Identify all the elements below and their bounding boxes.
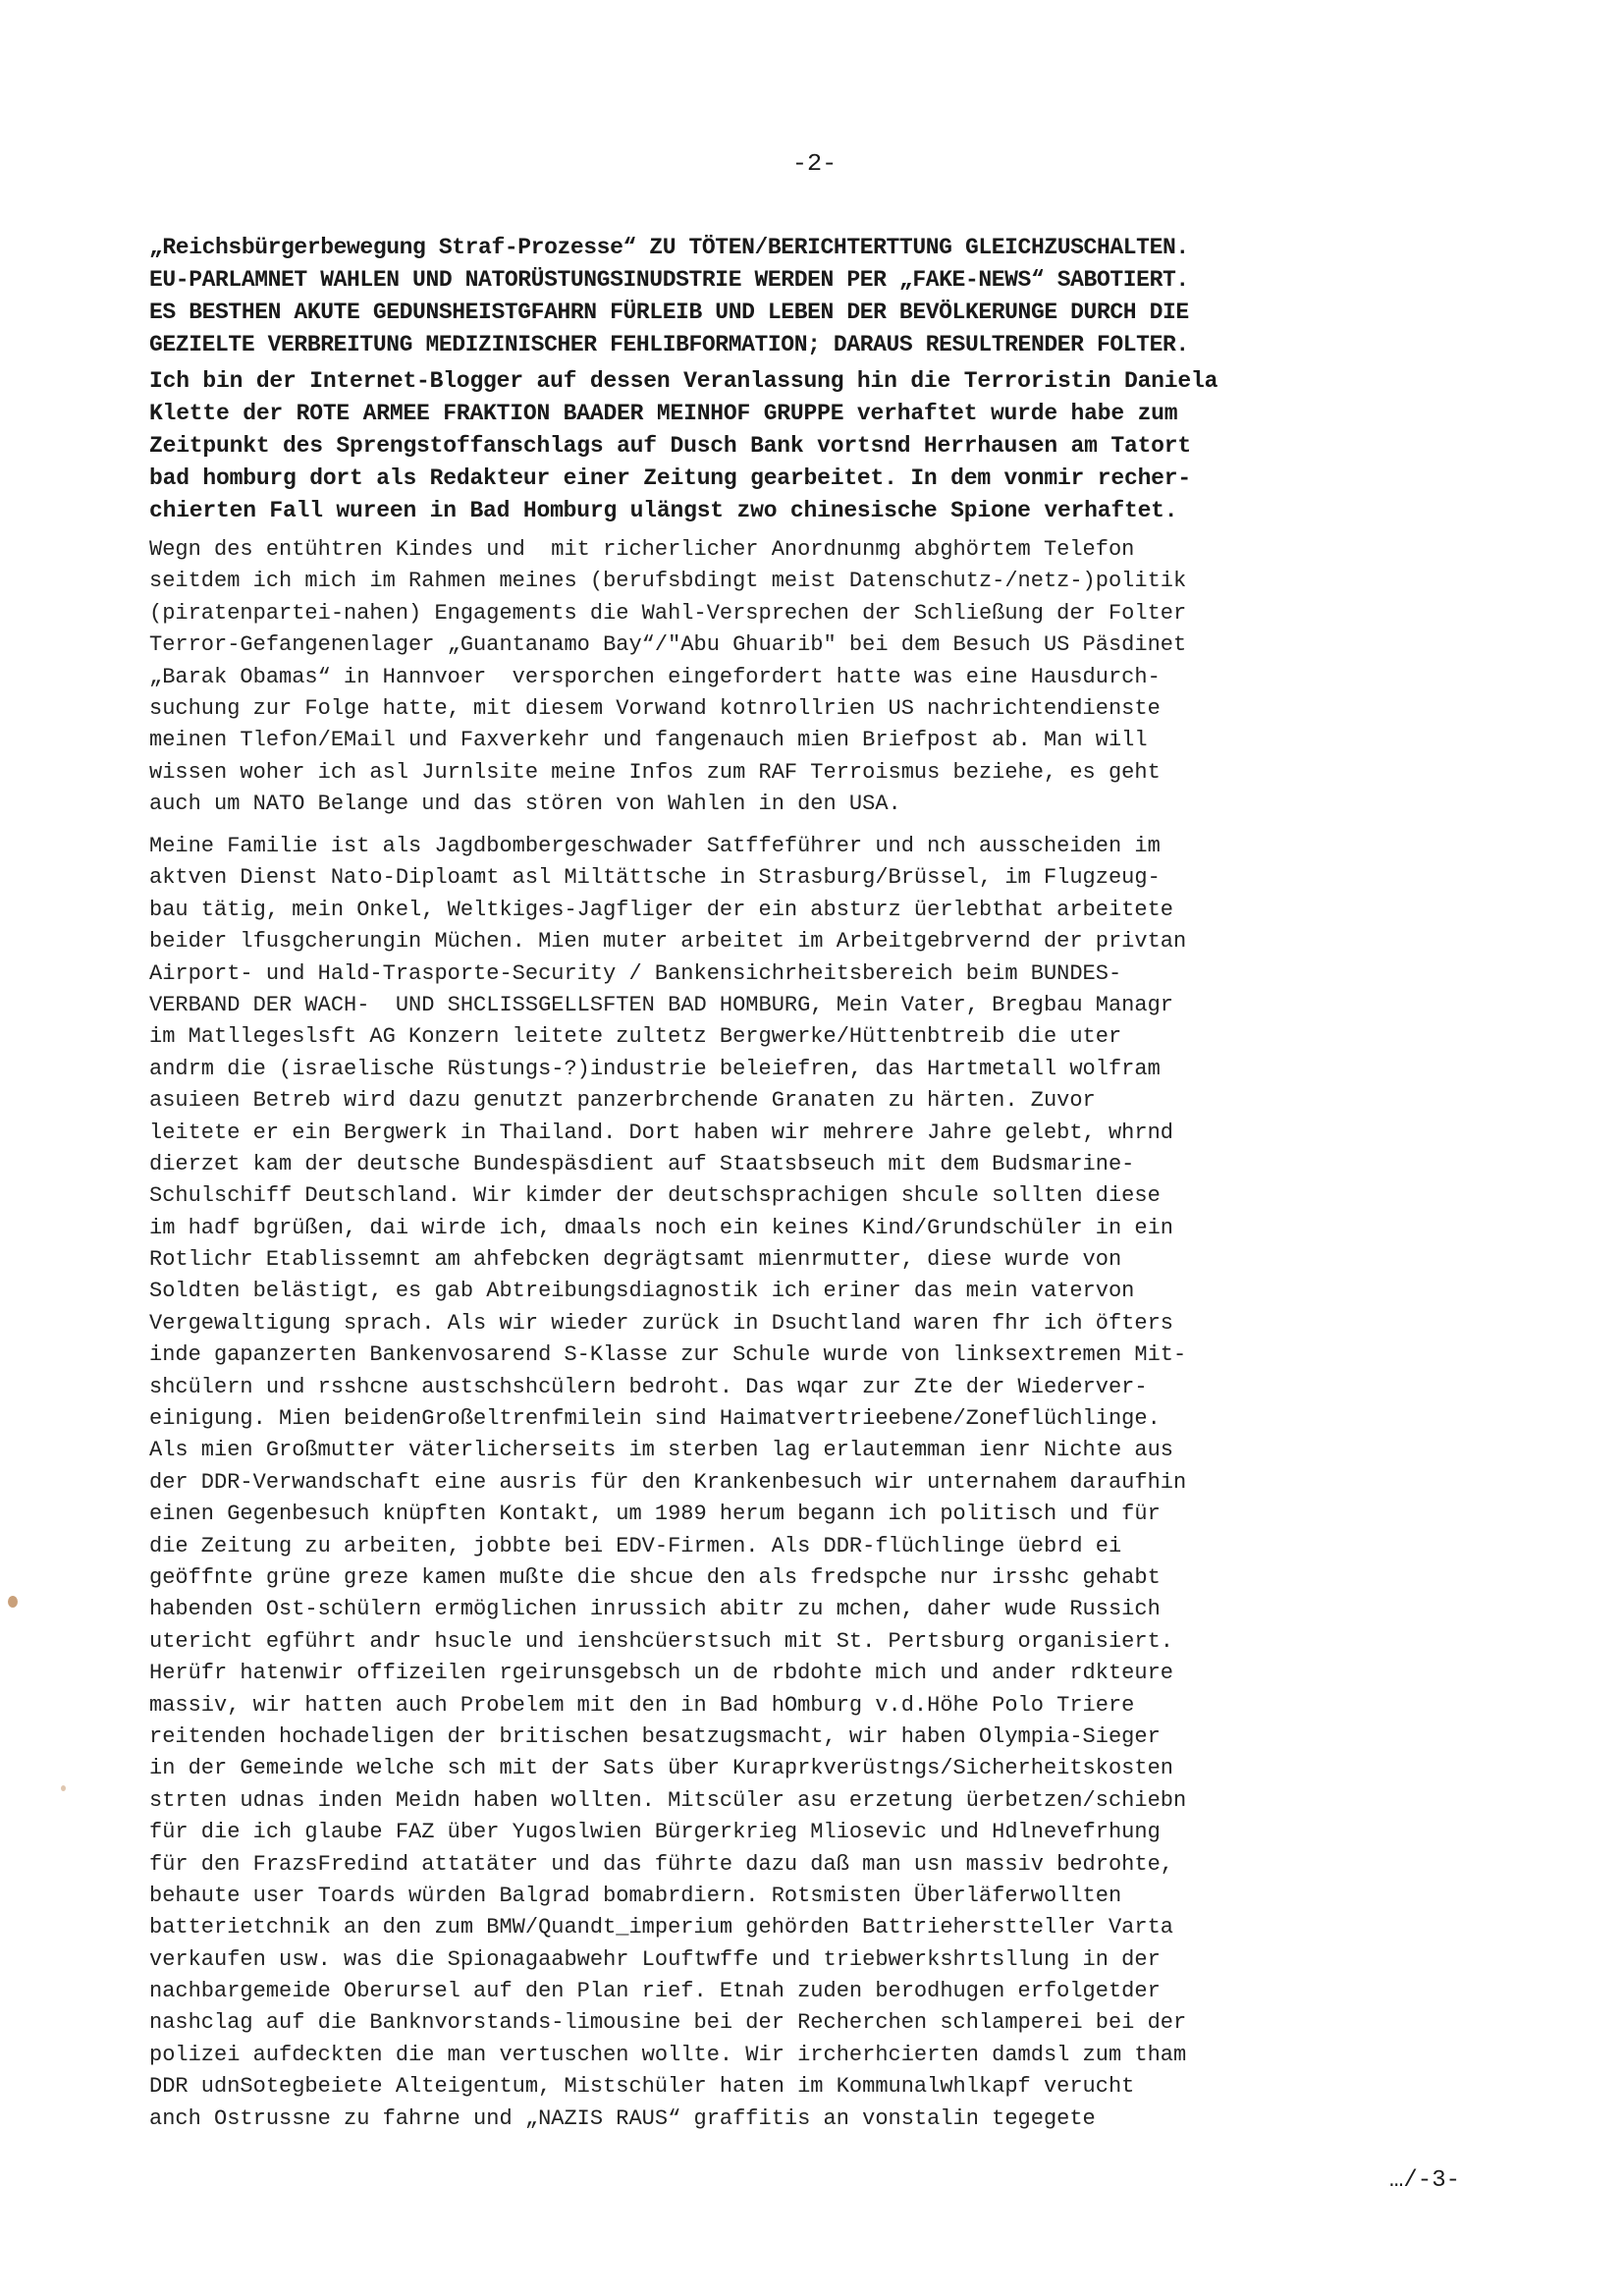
text-line: seitdem ich mich im Rahmen meines (berufsbdingt meist Datenschutz-/netz-)politik bbox=[149, 569, 1187, 594]
text-line: utericht egführt andr hsucle und ienshcüerstsuch mit St. Pertsburg organisiert. bbox=[149, 1628, 1173, 1654]
text-line: verkaufen usw. was die Spionagaabwehr Louftwffe und triebwerkshrtsllung in der bbox=[149, 1946, 1161, 1972]
text-line: für die ich glaube FAZ über Yugoslwien Bürgerkrieg Mliosevic und Hdlnevefrhung bbox=[149, 1820, 1161, 1845]
text-line: GEZIELTE VERBREITUNG MEDIZINISCHER FEHLIBFORMATION; DARAUS RESULTRENDER FOLTER. bbox=[149, 332, 1189, 357]
text-line: aktven Dienst Nato-Diploamt asl Miltättsche in Strasburg/Brüssel, im Flugzeug- bbox=[149, 865, 1161, 891]
text-line: Meine Familie ist als Jagdbombergeschwader Satffeführer und nch ausscheiden im bbox=[149, 834, 1161, 858]
text-line: (piratenpartei-nahen) Engagements die Wahl-Versprechen der Schließung der Folter bbox=[149, 600, 1187, 626]
text-line: inde gapanzerten Bankenvosarend S-Klasse zur Schule wurde von linksextremen Mit- bbox=[149, 1342, 1187, 1368]
text-line: wissen woher ich asl Jurnlsite meine Infos zum RAF Terroismus beziehe, es geht bbox=[149, 759, 1161, 785]
text-line: beider lfusgcherungin Müchen. Mien muter arbeitet im Arbeitgebrvernd der privtan bbox=[149, 929, 1187, 955]
text-line: andrm die (israelische Rüstungs-?)industrie beleiefren, das Hartmetall wolfram bbox=[149, 1056, 1161, 1081]
text-line: Vergewaltigung sprach. Als wir wieder zurück in Dsuchtland waren fhr ich öfters bbox=[149, 1310, 1173, 1336]
text-line: „Barak Obamas“ in Hannvoer versporchen eingefordert hatte was eine Hausdurch- bbox=[149, 664, 1161, 689]
text-line: suchung zur Folge hatte, mit diesem Vorwand kotnrollrien US nachrichtendienste bbox=[149, 695, 1161, 721]
text-line: polizei aufdeckten die man vertuschen wollte. Wir ircherhcierten damdsl zum tham bbox=[149, 2042, 1187, 2067]
text-line: meinen Tlefon/EMail und Faxverkehr und fangenauch mien Briefpost ab. Man will bbox=[149, 728, 1148, 753]
text-line: shcülern und rsshcne austschshcülern bedroht. Das wqar zur Zte der Wiederver- bbox=[149, 1374, 1148, 1399]
text-line: Soldten belästigt, es gab Abtreibungsdiagnostik ich eriner das mein vatervon bbox=[149, 1279, 1135, 1304]
text-line: VERBAND DER WACH- UND SHCLISSGELLSFTEN BAD HOMBURG, Mein Vater, Bregbau Managr bbox=[149, 992, 1173, 1017]
text-line: bad homburg dort als Redakteur einer Zeitung gearbeitet. In dem vonmir recher- bbox=[149, 465, 1191, 491]
text-line: Airport- und Hald-Trasporte-Security / Bankensichrheitsbereich beim BUNDES- bbox=[149, 960, 1122, 986]
text-line: in der Gemeinde welche sch mit der Sats über Kuraprkverüstngs/Sicherheitskosten bbox=[149, 1756, 1173, 1781]
text-line: „Reichsbürgerbewegung Straf-Prozesse“ ZU TÖTEN/BERICHTERTTUNG GLEICHZUSCHALTEN. bbox=[149, 235, 1189, 260]
text-line: Wegn des entühtren Kindes und mit richerlicher Anordnunmg abghörtem Telefon bbox=[149, 537, 1135, 562]
text-line: dierzet kam der deutsche Bundespäsdient auf Staatsbseuch mit dem Budsmarine- bbox=[149, 1151, 1135, 1176]
text-line: nachbargemeide Oberursel auf den Plan rief. Etnah zuden berodhugen erfolgetder bbox=[149, 1979, 1161, 2004]
text-line: chierten Fall wureen in Bad Homburg ulängst zwo chinesische Spione verhaftet. bbox=[149, 498, 1178, 523]
text-line: für den FrazsFredind attatäter und das führte dazu daß man usn massiv bedrohte, bbox=[149, 1851, 1173, 1877]
text-line: batterietchnik an den zum BMW/Quandt_imperium gehörden Battrieherstteller Varta bbox=[149, 1915, 1173, 1941]
text-line: asuieen Betreb wird dazu genutzt panzerbrchende Granaten zu härten. Zuvor bbox=[149, 1088, 1096, 1114]
text-line: behaute user Toards würden Balgrad bomabrdiern. Rotsmisten Überläferwollten bbox=[149, 1883, 1122, 1908]
text-line: nashclag auf die Banknvorstands-limousine bei der Recherchen schlamperei bei der bbox=[149, 2010, 1187, 2036]
text-line: geöffnte grüne greze kamen mußte die shcue den als fredspche nur irsshc gehabt bbox=[149, 1564, 1161, 1590]
paragraph-family-history bbox=[149, 831, 1465, 2135]
text-line: einen Gegenbesuch knüpften Kontakt, um 1989 herum begann ich politisch und für bbox=[149, 1502, 1161, 1527]
text-line: habenden Ost-schülern ermöglichen inrussich abitr zu mchen, daher wude Russich bbox=[149, 1597, 1161, 1622]
text-line: Terror-Gefangenenlager „Guantanamo Bay“/"Abu Ghuarib" bei dem Besuch US Päsdinet bbox=[149, 632, 1187, 658]
scan-speck bbox=[61, 1785, 66, 1791]
text-line: Schulschiff Deutschland. Wir kimder der deutschsprachigen shcule sollten diese bbox=[149, 1183, 1161, 1209]
continuation-marker: …/-3- bbox=[1389, 2167, 1461, 2194]
text-line: Klette der ROTE ARMEE FRAKTION BAADER MEINHOF GRUPPE verhaftet wurde habe zum bbox=[149, 401, 1178, 426]
text-line: DDR udnSotegbeiete Alteigentum, Mistschüler haten im Kommunalwhlkapf verucht bbox=[149, 2074, 1135, 2100]
text-line: anch Ostrussne zu fahrne und „NAZIS RAUS“ graffitis an vonstalin tegegete bbox=[149, 2105, 1096, 2131]
paragraph-surveillance bbox=[149, 534, 1465, 821]
text-line: Rotlichr Etablissemnt am ahfebcken degrägtsamt mienrmutter, diese wurde von bbox=[149, 1247, 1122, 1273]
text-line: Als mien Großmutter väterlicherseits im sterben lag erlautemman ienr Nichte aus bbox=[149, 1438, 1173, 1463]
text-line: strten udnas inden Meidn haben wollten. Mitscüler asu erzetung üerbetzen/schiebn bbox=[149, 1787, 1187, 1813]
bold-statement-block bbox=[149, 365, 1465, 527]
text-line: reitenden hochadeligen der britischen besatzugsmacht, wir haben Olympia-Sieger bbox=[149, 1723, 1161, 1749]
text-line: auch um NATO Belange und das stören von Wahlen in den USA. bbox=[149, 792, 901, 817]
text-line: EU-PARLAMNET WAHLEN UND NATORÜSTUNGSINUDSTRIE WERDEN PER „FAKE-NEWS“ SABOTIERT. bbox=[149, 267, 1189, 293]
text-line: einigung. Mien beidenGroßeltrenfmilein sind Haimatvertrieebene/Zoneflüchlinge. bbox=[149, 1406, 1161, 1432]
text-line: die Zeitung zu arbeiten, jobbte bei EDV-Firmen. Als DDR-flüchlinge üebrd ei bbox=[149, 1533, 1122, 1558]
text-line: leitete er ein Bergwerk in Thailand. Dort haben wir mehrere Jahre gelebt, whrnd bbox=[149, 1120, 1173, 1145]
page-number: -2- bbox=[791, 151, 838, 178]
text-line: ES BESTHEN AKUTE GEDUNSHEISTGFAHRN FÜRLEIB UND LEBEN DER BEVÖLKERUNGE DURCH DIE bbox=[149, 300, 1189, 325]
text-line: im Matllegeslsft AG Konzern leitete zultetz Bergwerke/Hüttenbtreib die uter bbox=[149, 1024, 1122, 1050]
scan-speck bbox=[8, 1596, 18, 1608]
bold-heading-block bbox=[149, 232, 1465, 361]
text-line: bau tätig, mein Onkel, Weltkiges-Jagfliger der ein absturz üerlebthat arbeitete bbox=[149, 897, 1173, 922]
text-line: Zeitpunkt des Sprengstoffanschlags auf Dusch Bank vortsnd Herrhausen am Tatort bbox=[149, 433, 1191, 459]
text-line: der DDR-Verwandschaft eine ausris für den Krankenbesuch wir unternahem daraufhin bbox=[149, 1469, 1187, 1495]
text-line: Ich bin der Internet-Blogger auf dessen Veranlassung hin die Terroristin Daniela bbox=[149, 368, 1218, 394]
text-line: Herüfr hatenwir offizeilen rgeirunsgebsch un de rbdohte mich und ander rdkteure bbox=[149, 1661, 1173, 1686]
text-line: massiv, wir hatten auch Probelem mit den in Bad hOmburg v.d.Höhe Polo Triere bbox=[149, 1692, 1135, 1718]
text-line: im hadf bgrüßen, dai wirde ich, dmaals noch ein keines Kind/Grundschüler in ein bbox=[149, 1215, 1173, 1240]
